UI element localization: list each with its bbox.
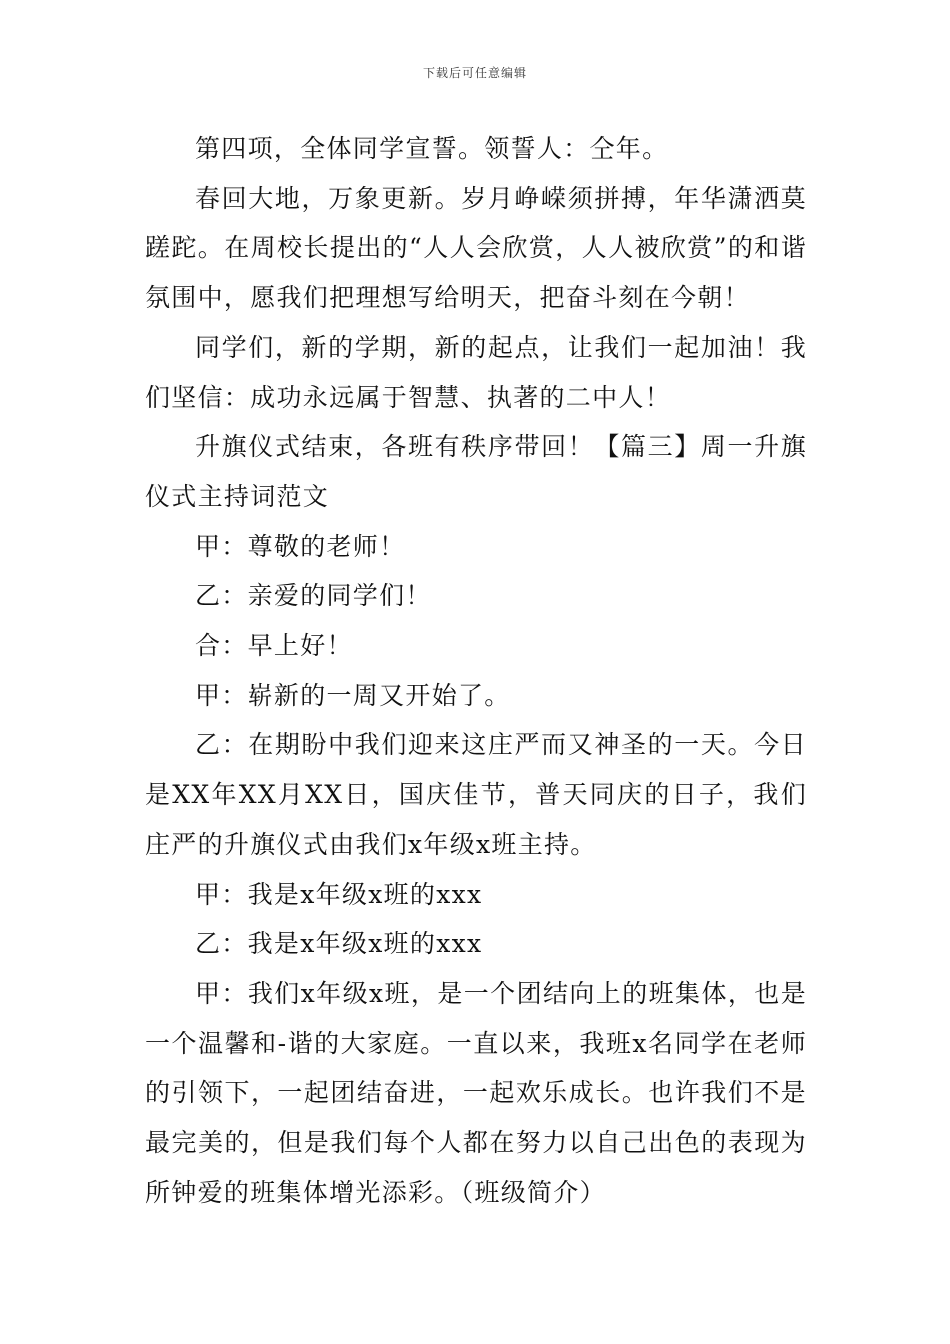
paragraph: 春回大地，万象更新。岁月峥嵘须拼搏，年华潇洒莫蹉跎。在周校长提出的“人人会欣赏，人人被欣赏”的和谐氛围中，愿我们把理想写给明天，把奋斗刻在今朝！ <box>145 183 807 313</box>
paragraph: 乙：我是x年级x班的xxx <box>195 929 483 959</box>
paragraph: 第四项，全体同学宣誓。领誓人：仝年。 <box>195 134 669 163</box>
paragraph: 升旗仪式结束，各班有秩序带回！【篇三】周一升旗仪式主持词范文 <box>145 432 807 511</box>
paragraph: 甲：我是x年级x班的xxx <box>195 879 483 909</box>
paragraph: 同学们，新的学期，新的起点，让我们一起加油！我们坚信：成功永远属于智慧、执著的二中人！ <box>145 332 807 412</box>
paragraph: 合：早上好！ <box>195 631 353 661</box>
paragraph: 甲：我们x年级x班，是一个团结向上的班集体，也是一个温馨和-谐的大家庭。一直以来，我班x名同学在老师的引领下，一起团结奋进，一起欢乐成长。也许我们不是最完美的，但是我们每个人都在努力以自己出色的表现为所钟爱的班集体增光添彩。（班级简介） <box>145 978 807 1207</box>
paragraph: 甲：崭新的一周又开始了。 <box>195 680 511 710</box>
header-note: 下载后可任意编辑 <box>422 66 527 80</box>
paragraph: 乙：亲爱的同学们！ <box>195 581 432 611</box>
document-body <box>145 124 807 1217</box>
paragraph: 乙：在期盼中我们迎来这庄严而又神圣的一天。今日是XX年XX月XX日，国庆佳节，普天同庆的日子，我们庄严的升旗仪式由我们x年级x班主持。 <box>145 730 807 859</box>
paragraph: 甲：尊敬的老师！ <box>195 531 406 561</box>
